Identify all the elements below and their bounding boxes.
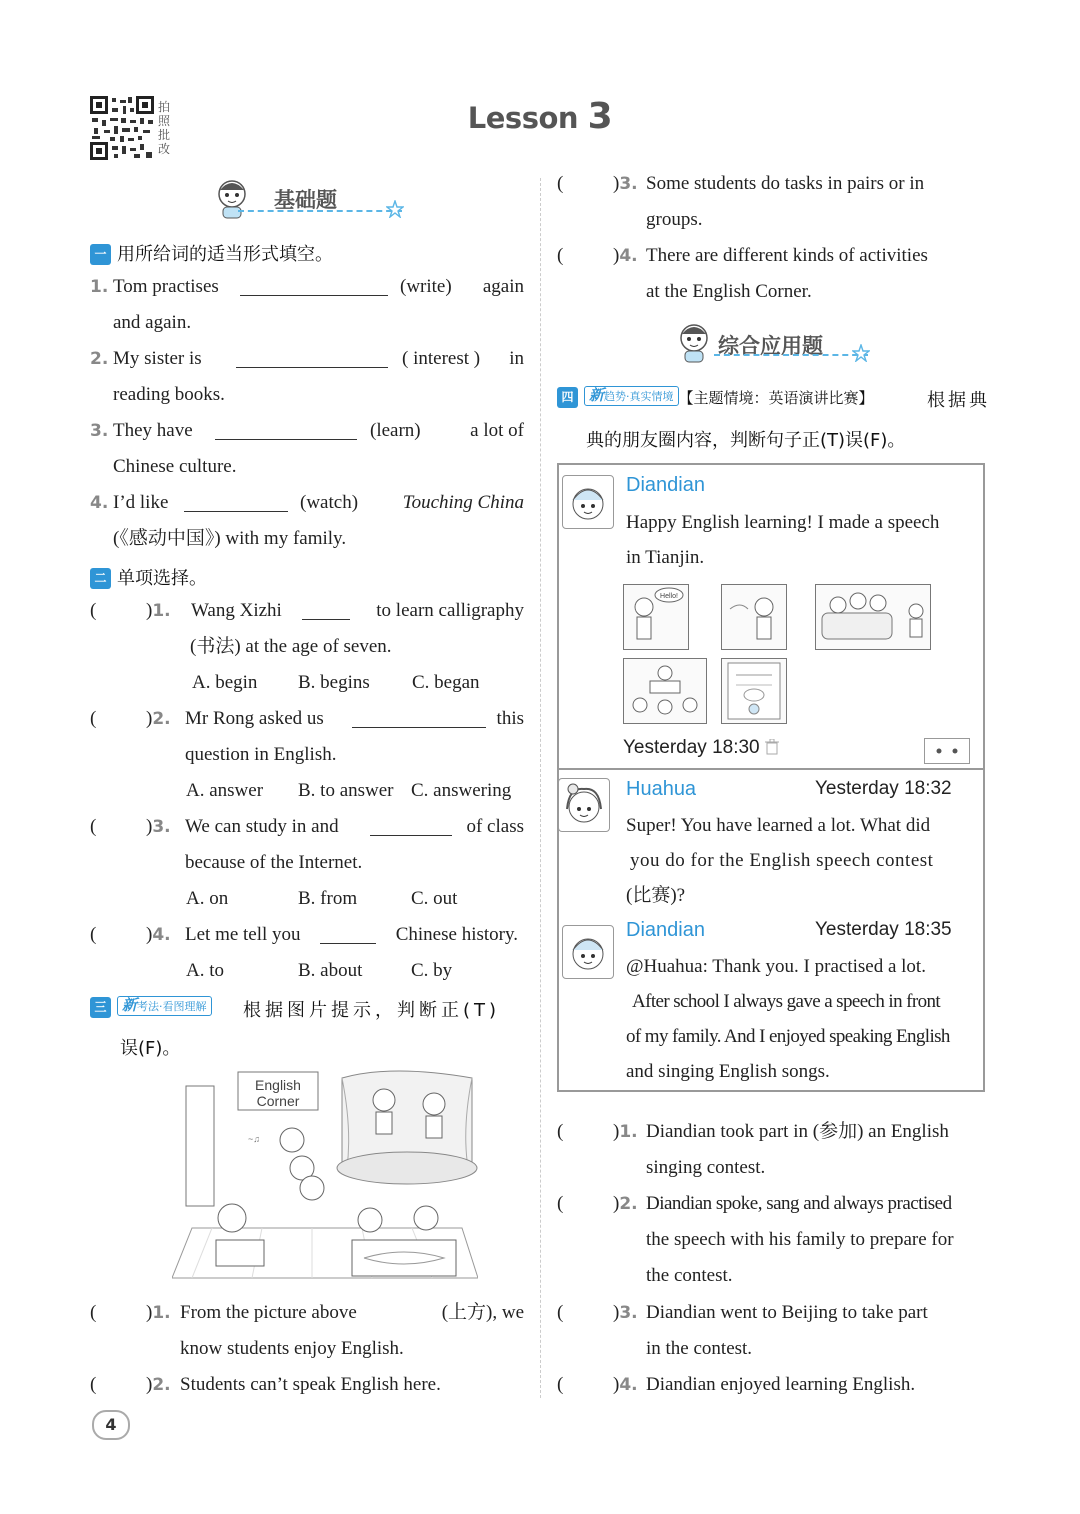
part4-badge: 四	[557, 387, 578, 408]
part3-tag	[117, 996, 212, 1016]
post-photo-1[interactable]	[623, 584, 689, 650]
section-application	[674, 322, 868, 366]
comment-1-line-1: Super! You have learned a lot. What did	[626, 815, 931, 836]
item-text: Chinese history.	[395, 924, 518, 945]
word-hint: (write)	[400, 276, 452, 297]
item-continuation: (书法) at the age of seven.	[190, 636, 392, 657]
option-a[interactable]: A. begin	[192, 672, 258, 693]
answer-bracket[interactable]: (	[557, 1193, 564, 1214]
item-text: My sister is	[113, 348, 202, 369]
option-b[interactable]: B. begins	[298, 672, 370, 693]
answer-bracket[interactable]: (	[557, 1374, 564, 1395]
part3-instruction-cont: 误(F)。	[120, 1038, 181, 1059]
post-photo-2[interactable]	[721, 584, 787, 650]
comment-2-line-4: and singing English songs.	[626, 1061, 830, 1082]
comment-2-line-1: @Huahua: Thank you. I practised a lot.	[626, 956, 926, 977]
comment-1-line-3: (比赛)?	[626, 885, 686, 906]
answer-blank	[302, 599, 350, 620]
part1-badge: 一	[90, 244, 111, 265]
item-continuation: groups.	[646, 209, 703, 230]
item-text: this	[496, 708, 524, 729]
section-application-underline	[714, 354, 868, 356]
more-options-button[interactable]	[924, 738, 970, 764]
delete-icon[interactable]	[765, 739, 779, 755]
item-text: Students can’t speak English here.	[180, 1374, 441, 1395]
avatar-huahua[interactable]	[558, 778, 610, 832]
word-hint: (learn)	[370, 420, 421, 441]
item-text: Diandian went to Beijing to take part	[646, 1302, 928, 1323]
answer-bracket[interactable]: (	[90, 600, 97, 621]
part3-item-2: ( )2. Students can’t speak English here.	[90, 1367, 524, 1403]
option-a[interactable]: A. to	[186, 960, 224, 981]
option-c[interactable]: C. out	[411, 888, 458, 909]
avatar-diandian[interactable]	[562, 475, 614, 529]
column-divider	[540, 178, 541, 1398]
comment-1-username[interactable]: Huahua	[626, 778, 697, 800]
english-corner-illustration	[172, 1068, 478, 1288]
lesson-number: 3	[587, 96, 613, 137]
item-number: 4.	[619, 1375, 638, 1395]
item-text: Wang Xizhi	[191, 600, 282, 621]
part1-instruction-row	[90, 240, 333, 266]
item-text: Touching China	[402, 492, 524, 513]
part4-item-3: ( )3. Diandian went to Beijing to take part	[557, 1295, 990, 1331]
item-text: (上方), we	[441, 1302, 524, 1323]
part2-item-1: ( )1. Wang Xizhi to learn calligraphy	[90, 593, 524, 629]
mascot-icon	[674, 322, 714, 364]
option-c[interactable]: C. answering	[411, 780, 512, 801]
post-separator	[557, 768, 983, 770]
item-number: 2.	[152, 709, 171, 729]
hello-bubble-text: Hello!	[660, 593, 678, 600]
post-text-2: in Tianjin.	[626, 547, 705, 568]
part1-item-2	[90, 341, 524, 377]
word-hint: (watch)	[300, 492, 359, 513]
mascot-icon	[212, 178, 252, 220]
lesson-title	[0, 96, 1080, 137]
part3-item-3: ( )3. Some students do tasks in pairs or in	[557, 166, 990, 202]
comment-2-line-3: of my family. And I enjoyed speaking English	[626, 1026, 950, 1047]
word-hint: ( interest )	[402, 348, 481, 369]
answer-blank	[352, 707, 486, 728]
part2-item-4: ( )4. Let me tell you Chinese history.	[90, 917, 524, 953]
item-number: 3.	[619, 1303, 638, 1323]
item-number: 1.	[152, 601, 171, 621]
part4-item-4: ( )4. Diandian enjoyed learning English.	[557, 1367, 990, 1403]
chinese-gloss: (《感动中国》)	[113, 528, 221, 549]
part3-instruction: 根据图片提示，判断正(T)	[243, 1000, 501, 1021]
new-label: 新	[122, 996, 138, 1014]
item-number: 1.	[619, 1122, 638, 1142]
tag-text: 考法·看图理解	[137, 1000, 207, 1013]
item-text: of class	[466, 816, 524, 837]
part4-tag	[584, 386, 679, 406]
item-text: Diandian spoke, sang and always practised	[646, 1193, 952, 1214]
post-photo-4[interactable]	[623, 658, 707, 724]
item-text: to learn calligraphy	[376, 600, 524, 621]
item-text: again	[482, 276, 524, 297]
tag-text: 趋势·真实情境	[604, 390, 674, 403]
part4-instruction-cont: 典的朋友圈内容，判断句子正(T)误(F)。	[586, 430, 906, 451]
part3-item-1: ( )1. From the picture above (上方), we	[90, 1295, 524, 1331]
option-a[interactable]: A. answer	[186, 780, 264, 801]
star-icon	[386, 200, 404, 218]
post-time	[623, 737, 779, 759]
item-number: 2.	[90, 349, 109, 369]
part1-item-4	[90, 485, 524, 521]
post-time-text: Yesterday 18:30	[623, 737, 760, 758]
item-continuation: in the contest.	[646, 1338, 753, 1359]
answer-bracket[interactable]: (	[90, 1302, 97, 1323]
item-continuation: Chinese culture.	[113, 456, 237, 477]
option-c[interactable]: C. by	[411, 960, 453, 981]
item-number: 3.	[152, 817, 171, 837]
part2-instruction-row	[90, 564, 207, 590]
option-b[interactable]: B. from	[298, 888, 358, 909]
option-c[interactable]: C. began	[412, 672, 480, 693]
item-continuation: question in English.	[185, 744, 337, 765]
answer-blank[interactable]	[184, 491, 288, 512]
part4-theme: 【主题情境：英语演讲比赛】	[678, 389, 874, 407]
item-number: 3.	[619, 174, 638, 194]
answer-bracket[interactable]: (	[90, 708, 97, 729]
part4-instruction-row	[557, 386, 990, 411]
section-basic-title: 基础题	[274, 188, 337, 212]
comment-1-time: Yesterday 18:32	[815, 778, 952, 799]
section-basic	[212, 178, 402, 222]
item-text: They have	[113, 420, 193, 441]
item-continuation: singing contest.	[646, 1157, 766, 1178]
item-continuation: the speech with his family to prepare for	[646, 1229, 954, 1250]
part3-instruction-row	[90, 996, 524, 1021]
section-basic-underline	[238, 210, 402, 212]
part4-item-1: ( )1. Diandian took part in (参加) an English	[557, 1114, 990, 1150]
option-a[interactable]: A. on	[186, 888, 229, 909]
item-text: Some students do tasks in pairs or in	[646, 173, 925, 194]
answer-blank[interactable]	[236, 347, 388, 368]
part2-badge: 二	[90, 568, 111, 589]
item-text: Let me tell you	[185, 924, 301, 945]
item-number: 4.	[90, 493, 109, 513]
answer-blank	[320, 923, 376, 944]
item-number: 1.	[90, 277, 109, 297]
item-continuation: with my family.	[225, 528, 347, 549]
part3-badge: 三	[90, 997, 111, 1018]
post-photo-3[interactable]	[815, 584, 931, 650]
more-dots-icon	[925, 739, 969, 763]
svg-text:~♫: ~♫	[248, 1134, 261, 1144]
answer-bracket[interactable]: (	[557, 1302, 564, 1323]
part1-item-1	[90, 269, 524, 305]
item-text: I’d like	[113, 492, 169, 513]
item-continuation: and again.	[113, 312, 192, 333]
part2-item-2: ( )2. Mr Rong asked us this	[90, 701, 524, 737]
part1-item-3	[90, 413, 524, 449]
item-text: We can study in and	[185, 816, 339, 837]
section-application-title: 综合应用题	[718, 334, 823, 358]
part3-item-4: ( )4. There are different kinds of activities	[557, 238, 990, 274]
item-number: 1.	[152, 1303, 171, 1323]
svg-text:Corner: Corner	[256, 1093, 300, 1109]
answer-blank[interactable]	[215, 419, 357, 440]
part1-instruction: 用所给词的适当形式填空。	[117, 244, 333, 265]
option-b[interactable]: B. about	[298, 960, 363, 981]
item-text: a lot of	[470, 420, 524, 441]
part4-instruction: 根据典	[927, 390, 990, 411]
item-number: 4.	[152, 925, 171, 945]
item-continuation: reading books.	[113, 384, 225, 405]
answer-bracket[interactable]: (	[557, 1121, 564, 1142]
comment-2-time: Yesterday 18:35	[815, 919, 952, 940]
item-number: 2.	[152, 1375, 171, 1395]
answer-blank[interactable]	[240, 275, 388, 296]
answer-bracket[interactable]: (	[557, 173, 564, 194]
item-continuation: at the English Corner.	[646, 281, 812, 302]
answer-bracket[interactable]: (	[90, 924, 97, 945]
post-photo-5-certificate[interactable]	[721, 658, 787, 724]
item-continuation: because of the Internet.	[185, 852, 363, 873]
item-number: 3.	[90, 421, 109, 441]
item-text: From the picture above	[180, 1302, 357, 1323]
item-text: Tom practises	[113, 276, 219, 297]
comment-1-line-2: you do for the English speech contest	[630, 850, 934, 871]
item-text: Diandian enjoyed learning English.	[646, 1374, 916, 1395]
lesson-word: Lesson	[467, 101, 579, 135]
item-text: There are different kinds of activities	[646, 245, 928, 266]
new-label: 新	[589, 386, 605, 404]
post-username[interactable]: Diandian	[626, 474, 705, 496]
answer-blank	[370, 815, 452, 836]
item-continuation: know students enjoy English.	[180, 1338, 404, 1359]
answer-bracket[interactable]: (	[90, 816, 97, 837]
item-text: Diandian took part in (参加) an English	[646, 1121, 949, 1142]
qr-caption: 拍照批改	[158, 100, 171, 156]
item-text: in	[509, 348, 524, 369]
part4-item-2: ( )2. Diandian spoke, sang and always practised	[557, 1186, 990, 1222]
star-icon	[852, 344, 870, 362]
comment-2-username[interactable]: Diandian	[626, 919, 705, 941]
part1-item-4-cont	[113, 521, 346, 557]
comment-2-line-2: After school I always gave a speech in front	[632, 991, 941, 1012]
answer-bracket[interactable]: (	[557, 245, 564, 266]
answer-bracket[interactable]: (	[90, 1374, 97, 1395]
item-number: 2.	[619, 1194, 638, 1214]
item-continuation: the contest.	[646, 1265, 733, 1286]
item-number: 4.	[619, 246, 638, 266]
post-text-1: Happy English learning! I made a speech	[626, 512, 940, 533]
part2-instruction: 单项选择。	[117, 568, 207, 589]
svg-text:English: English	[255, 1077, 301, 1093]
avatar-diandian-reply[interactable]	[562, 925, 614, 979]
option-b[interactable]: B. to answer	[298, 780, 394, 801]
page-number: 4	[92, 1410, 130, 1440]
item-text: Mr Rong asked us	[185, 708, 324, 729]
part2-item-3: ( )3. We can study in and of class	[90, 809, 524, 845]
